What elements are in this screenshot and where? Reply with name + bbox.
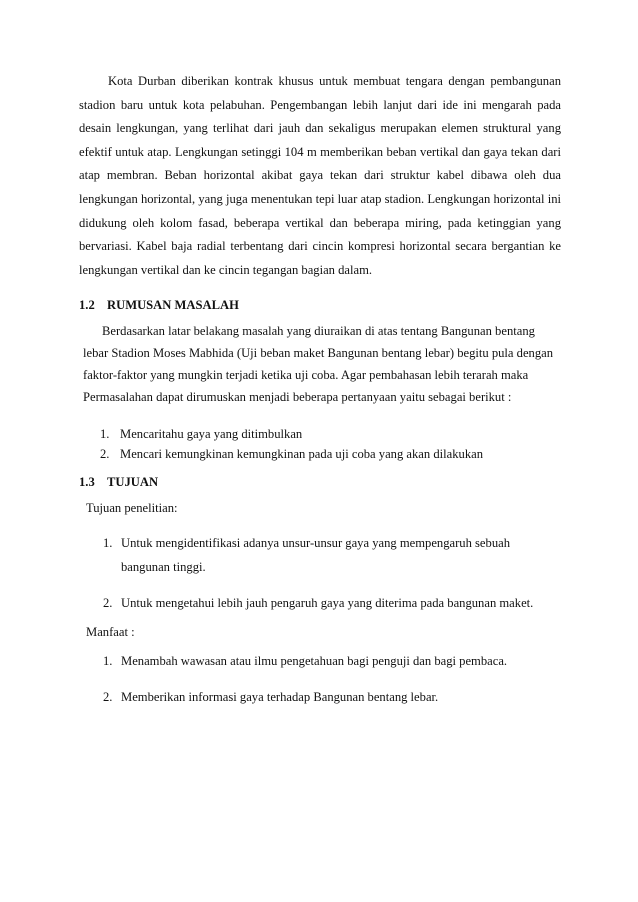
list-number: 2. bbox=[103, 596, 113, 610]
list-text: Untuk mengetahui lebih jauh pengaruh gaya yang diterima pada bangunan maket. bbox=[121, 596, 534, 610]
list-item bbox=[100, 424, 483, 444]
section-title: RUMUSAN MASALAH bbox=[107, 298, 239, 312]
list-item bbox=[103, 591, 533, 615]
section-number: 1.2 bbox=[79, 298, 95, 312]
list-number: 1. bbox=[103, 654, 113, 668]
tujuan-list bbox=[103, 531, 533, 615]
list-number: 2. bbox=[103, 690, 113, 704]
section-heading-tujuan bbox=[79, 475, 158, 490]
paragraph-line: faktor-faktor yang mungkin terjadi ketika uji coba. Agar pembahasan lebih terarah maka bbox=[83, 368, 529, 382]
list-text: Mencaritahu gaya yang ditimbulkan bbox=[120, 427, 303, 441]
list-item bbox=[100, 444, 483, 464]
list-text: Memberikan informasi gaya terhadap Bangunan bentang lebar. bbox=[121, 690, 439, 704]
section-title: TUJUAN bbox=[107, 475, 159, 489]
list-item bbox=[103, 531, 533, 579]
tujuan-label: Tujuan penelitian: bbox=[86, 501, 178, 515]
paragraph-line: Berdasarkan latar belakang masalah yang diuraikan di atas tentang Bangunan bentang bbox=[102, 324, 535, 338]
section-number: 1.3 bbox=[79, 475, 95, 489]
paragraph-line: Permasalahan dapat dirumuskan menjadi beberapa pertanyaan yaitu sebagai berikut : bbox=[83, 390, 512, 404]
list-text: Mencari kemungkinan kemungkinan pada uji coba yang akan dilakukan bbox=[120, 447, 484, 461]
list-number: 1. bbox=[103, 536, 113, 550]
manfaat-list bbox=[103, 649, 507, 709]
rumusan-list bbox=[100, 424, 483, 464]
list-text: Untuk mengidentifikasi adanya unsur-unsur gaya yang mempengaruh sebuah bbox=[121, 536, 510, 550]
intro-paragraph: Kota Durban diberikan kontrak khusus untuk membuat tengara dengan pembangunan stadion baru untuk kota pelabuhan. Pengembangan lebih lanjut dari ide ini mengarah pada desain lengkungan, yang terlihat dari jauh dan sekaligus merupakan elemen struktural yang efektif untuk atap. Lengkungan setinggi 104 m memberikan beban vertikal dan gaya tekan dari atap membran. Beban horizontal akibat gaya tekan dari struktur kabel dibawa oleh dua lengkungan horizontal, yang juga menentukan tepi luar atap stadion. Lengkungan horizontal ini didukung oleh kolom fasad, beberapa vertikal dan beberapa miring, pada ketinggian yang bervariasi. Kabel baja radial terbentang dari cincin kompresi horizontal secara bergantian ke lengkungan vertikal dan ke cincin tegangan bagian dalam. bbox=[79, 74, 561, 277]
manfaat-label: Manfaat : bbox=[86, 625, 135, 639]
list-text: Menambah wawasan atau ilmu pengetahuan bagi penguji dan bagi pembaca. bbox=[121, 654, 508, 668]
list-item bbox=[103, 685, 507, 709]
list-item bbox=[103, 649, 507, 673]
rumusan-paragraph bbox=[83, 320, 563, 408]
list-number: 1. bbox=[100, 427, 110, 441]
section-heading-rumusan-masalah bbox=[79, 298, 239, 313]
list-text: bangunan tinggi. bbox=[121, 560, 206, 574]
paragraph-line: lebar Stadion Moses Mabhida (Uji beban maket Bangunan bentang lebar) begitu pula dengan bbox=[83, 346, 554, 360]
list-number: 2. bbox=[100, 447, 110, 461]
